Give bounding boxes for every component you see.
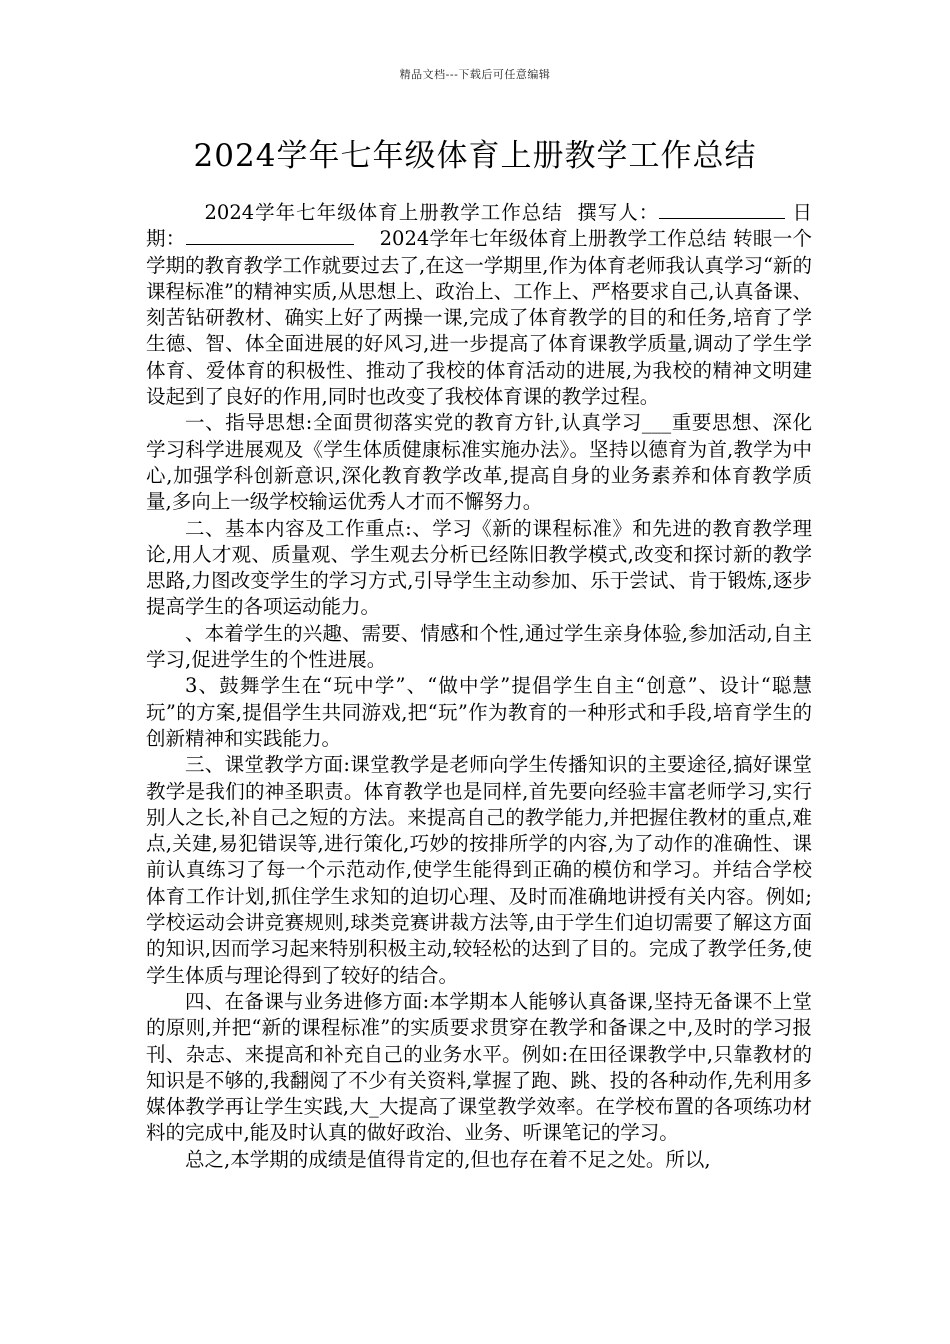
paragraph-learning-by-play: 3、鼓舞学生在“玩中学”、“做中学”提倡学生自主“创意”、设计“聪慧玩”的方案,提倡学生共同游戏,把“玩”作为教育的一种形式和手段,培育学生的创新精神和实践能力。 — [146, 674, 812, 750]
date-label: 日 期： — [146, 201, 832, 251]
paragraph-lesson-preparation: 四、在备课与业务进修方面:本学期本人能够认真备课,坚持无备课不上堂的原则,并把“新的课程标准”的实质要求贯穿在教学和备课之中,及时的学习报刊、杂志、来提高和补充自己的业务水平。例如:在田径课教学中,只靠教材的知识是不够的,我翻阅了不少有关资料,掌握了跑、跳、投的各种动作,先利用多媒体教学再让学生实践,大_大提高了课堂教学效率。在学校布置的各项练功材料的完成中,能及时认真的做好政治、业务、听课笔记的学习。 — [146, 989, 812, 1145]
author-blank-continued — [763, 200, 785, 219]
intro-text: 2024学年七年级体育上册教学工作总结 转眼一个学期的教育教学工作就要过去了,在这一学期里,作为体育老师我认真学习“新的课程标准”的精神实质,从思想上、政治上、工作上、严格要求自己,认真备课、刻苦钻研教材、确实上好了两操一课,完成了体育教学的目的和任务,培育了学生德、智、体全面进展的好风习,进一步提高了体育课教学质量,调动了学生学体育、爱体育的积极性、推动了我校的体育活动的进展,为我校的精神文明建设起到了良好的作用,同时也改变了我校体育课的教学过程。 — [146, 227, 812, 409]
date-blank — [186, 226, 354, 245]
paragraph-student-interest: 、本着学生的兴趣、需要、情感和个性,通过学生亲身体验,参加活动,自主学习,促进学生的个性进展。 — [146, 621, 812, 672]
header-note: 精品文档---下载后可任意编辑 — [399, 68, 551, 81]
document-title: 2024学年七年级体育上册教学工作总结 — [193, 138, 757, 174]
author-blank — [659, 200, 763, 219]
intro-paragraph — [146, 200, 832, 410]
author-label: 撰写人： — [577, 201, 660, 224]
paragraph-guiding-ideology: 一、指导思想:全面贯彻落实党的教育方针,认真学习___重要思想、深化学习科学进展观及《学生体质健康标准实施办法》。坚持以德育为首,教学为中心,加强学科创新意识,深化教育教学改革,提高自身的业务素养和体育教学质量,多向上一级学校输运优秀人才而不懈努力。 — [146, 411, 812, 514]
paragraph-basic-content: 二、基本内容及工作重点:、学习《新的课程标准》和先进的教育教学理论,用人才观、质量观、学生观去分析已经陈旧教学模式,改变和探讨新的教学思路,力图改变学生的学习方式,引导学生主动参加、乐于尝试、肯于锻炼,逐步提高学生的各项运动能力。 — [146, 516, 812, 619]
paragraph-classroom-teaching: 三、课堂教学方面:课堂教学是老师向学生传播知识的主要途径,搞好课堂教学是我们的神圣职责。体育教学也是同样,首先要向经验丰富老师学习,实行别人之长,补自己之短的方法。来提高自己的教学能力,并把握住教材的重点,难点,关建,易犯错误等,进行策化,巧妙的按排所学的内容,为了动作的准确性、课前认真练习了每一个示范动作,使学生能得到正确的模仿和学习。并结合学校体育工作计划,抓住学生求知的迫切心理、及时而准确地讲授有关内容。例如;学校运动会讲竞赛规则,球类竞赛讲裁方法等,由于学生们迫切需要了解这方面的知识,因而学习起来特别积极主动,较轻松的达到了目的。完成了教学任务,使学生体质与理论得到了较好的结合。 — [146, 753, 812, 987]
intro-heading: 2024学年七年级体育上册教学工作总结 — [204, 201, 563, 224]
document-body — [146, 200, 832, 1173]
paragraph-summary: 总之,本学期的成绩是值得肯定的,但也存在着不足之处。所以, — [185, 1147, 711, 1171]
